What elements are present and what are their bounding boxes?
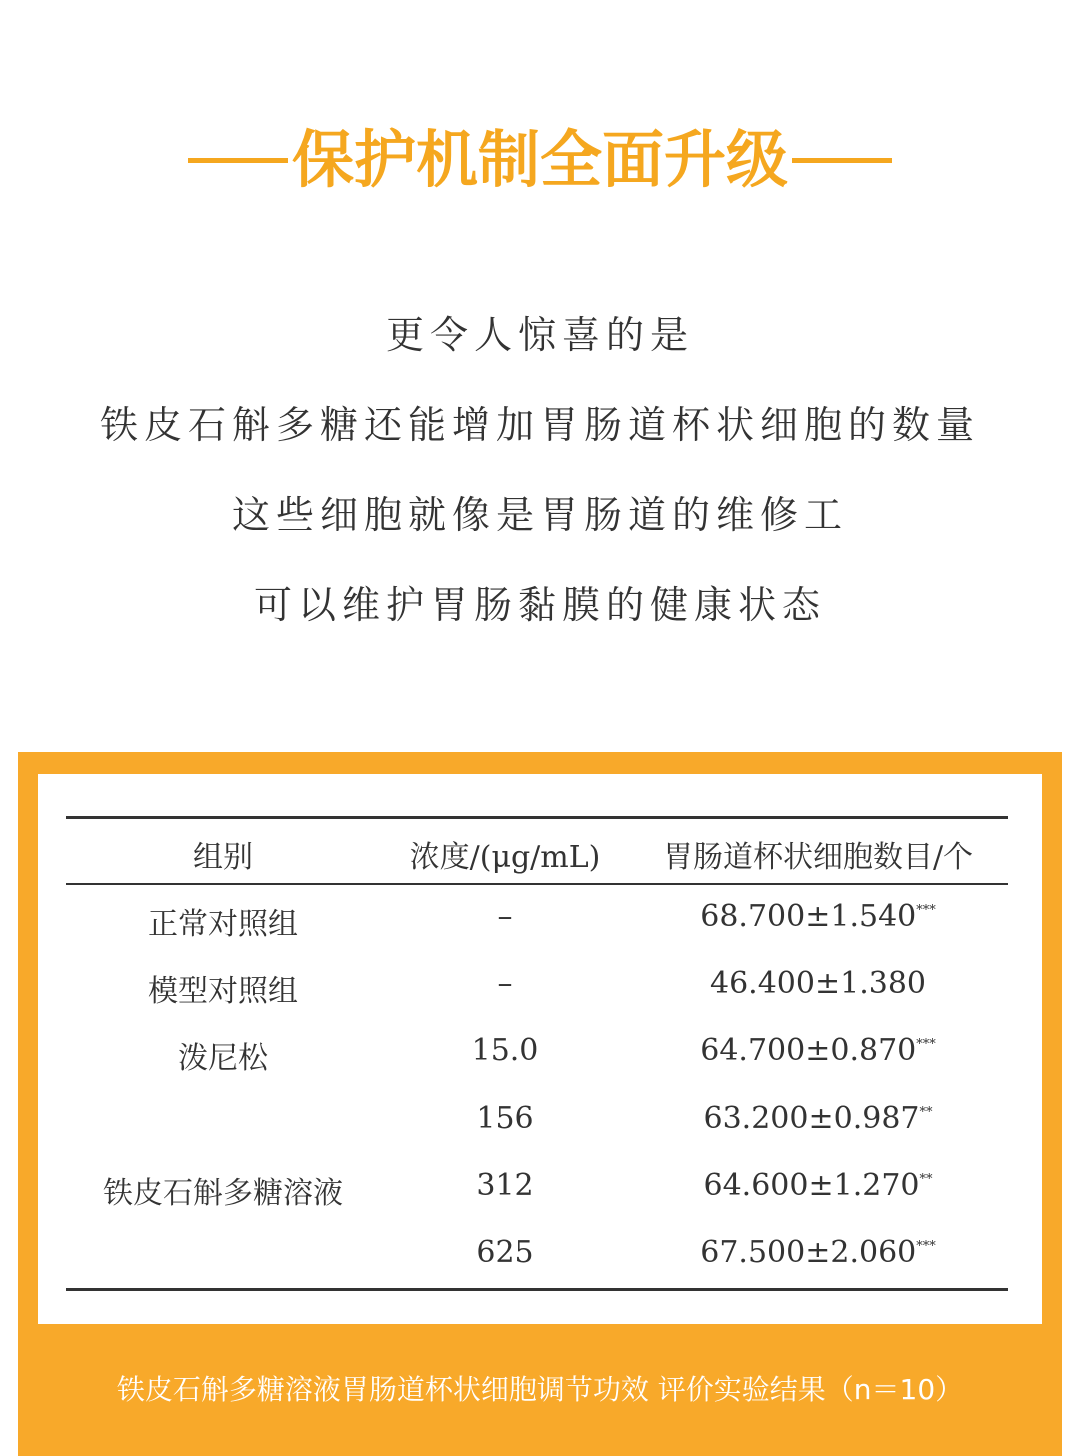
- row-concentration: 312: [476, 1168, 534, 1203]
- intro-line: 这些细胞就像是胃肠道的维修工: [231, 493, 848, 537]
- header-concentration: 浓度/(μg/mL): [409, 840, 601, 875]
- significance-mark: ***: [916, 1239, 936, 1254]
- header-group: 组别: [193, 840, 253, 875]
- row-group: 模型对照组: [148, 974, 298, 1009]
- section-title-text: 保护机制全面升级: [291, 123, 788, 196]
- intro-line: 更令人惊喜的是: [385, 313, 694, 357]
- merged-group-label: 铁皮石斛多糖溶液: [103, 1176, 343, 1211]
- row-value: 68.700±1.540***: [700, 899, 936, 934]
- section-title: [0, 120, 1080, 200]
- table-bottom-rule: [66, 1288, 1008, 1291]
- row-value: 63.200±0.987**: [703, 1101, 933, 1136]
- significance-mark: **: [919, 1105, 933, 1120]
- row-group: 泼尼松: [178, 1041, 268, 1076]
- row-value: 64.700±0.870***: [700, 1033, 936, 1068]
- row-concentration: 15.0: [471, 1033, 539, 1068]
- title-dash-left: [188, 158, 288, 163]
- results-table: [38, 774, 1042, 1324]
- row-value: 64.600±1.270**: [703, 1168, 933, 1203]
- intro-line: 铁皮石斛多糖还能增加胃肠道杯状细胞的数量: [99, 403, 980, 447]
- row-value: 67.500±2.060***: [700, 1235, 936, 1270]
- results-panel: [18, 752, 1062, 1456]
- significance-mark: ***: [916, 903, 936, 918]
- table-caption: 铁皮石斛多糖溶液胃肠道杯状细胞调节功效 评价实验结果（n＝10）: [116, 1373, 964, 1406]
- title-dash-right: [792, 158, 892, 163]
- row-group: 正常对照组: [148, 907, 298, 942]
- row-concentration: –: [497, 966, 513, 1001]
- row-value: 46.400±1.380: [710, 966, 926, 1001]
- significance-mark: ***: [916, 1037, 936, 1052]
- row-concentration: 625: [476, 1235, 534, 1270]
- intro-text: [0, 290, 1080, 650]
- table-top-rule: [66, 816, 1008, 819]
- table-header-rule: [66, 883, 1008, 885]
- intro-line: 可以维护胃肠黏膜的健康状态: [253, 583, 826, 627]
- row-concentration: 156: [476, 1101, 534, 1136]
- row-concentration: –: [497, 899, 513, 934]
- header-goblet-cells: 胃肠道杯状细胞数目/个: [662, 840, 974, 875]
- significance-mark: **: [919, 1172, 933, 1187]
